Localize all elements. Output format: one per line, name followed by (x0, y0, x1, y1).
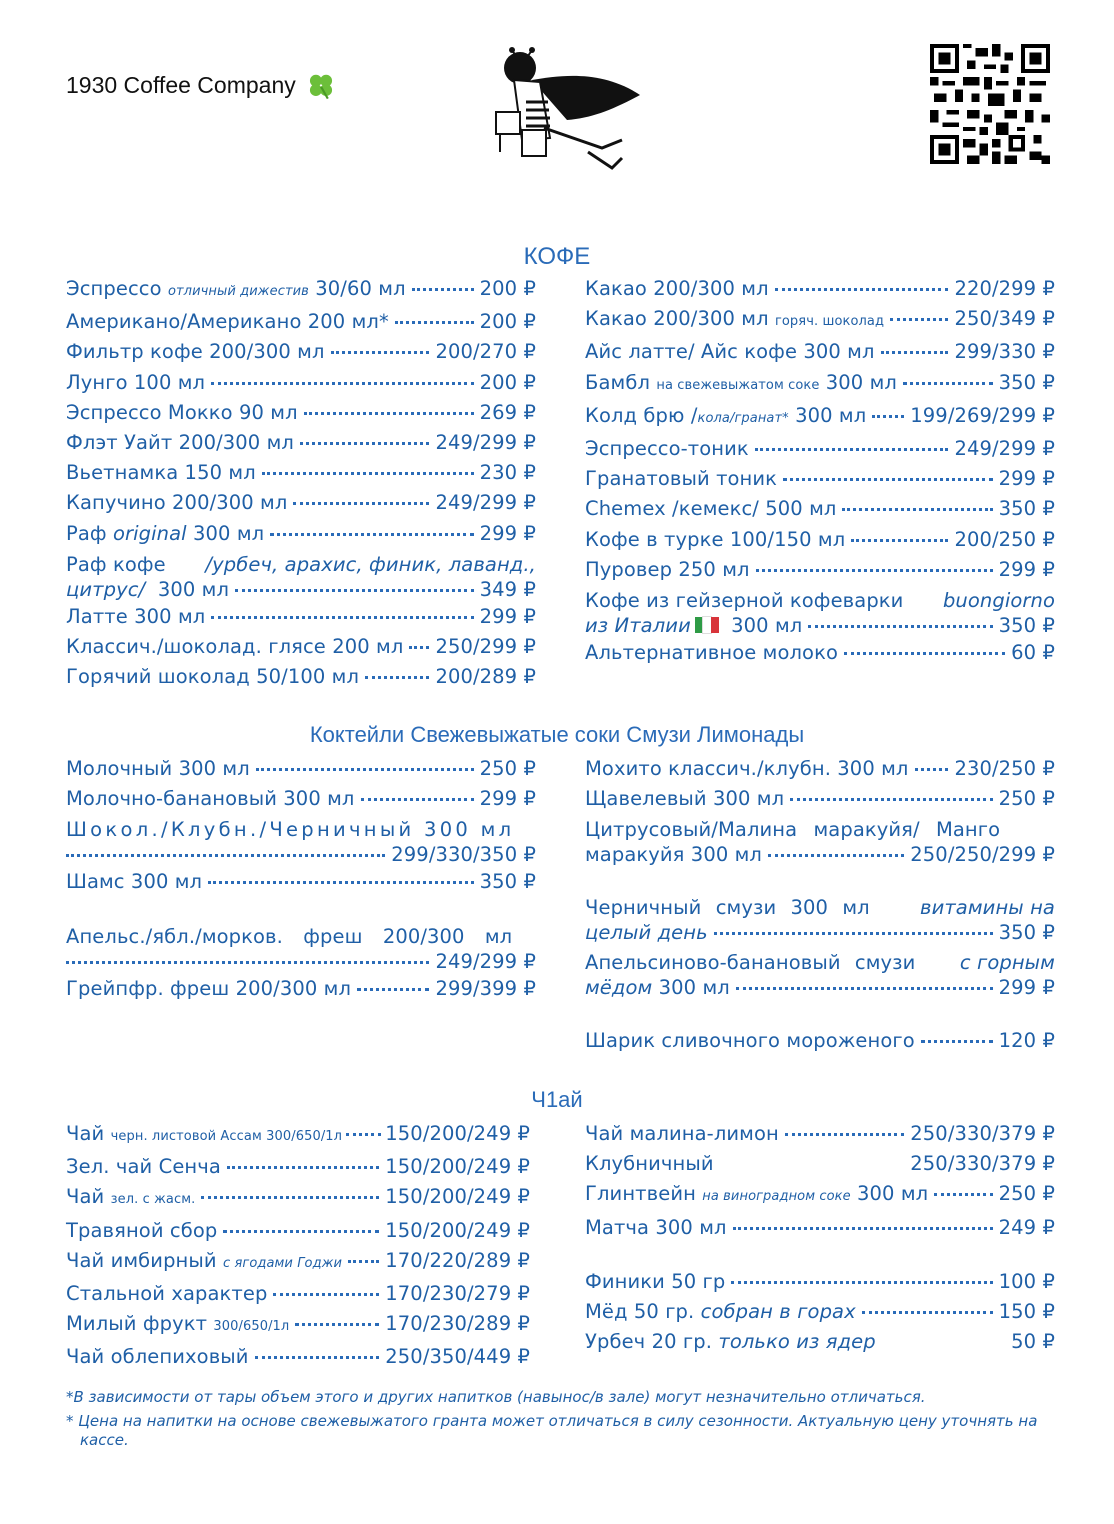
price: 299 ₽ (479, 787, 536, 811)
price: 299 ₽ (479, 604, 536, 628)
menu-item: Колд брю /кола/гранат* 300 мл 199/269/299 ₽ (585, 401, 1055, 434)
menu-item: Эспрессо Мокко 90 мл 269 ₽ (66, 398, 536, 428)
price: 350 ₽ (998, 497, 1055, 521)
price: 200 ₽ (479, 277, 536, 300)
price: 299/330 ₽ (954, 340, 1055, 364)
menu-item: Чай зел. с жасм. 150/200/249 ₽ (66, 1182, 530, 1215)
tea-right-column (585, 1119, 1055, 1357)
cocktails-left-column (66, 754, 536, 1004)
menu-item: Травяной сбор 150/200/249 ₽ (66, 1216, 530, 1246)
menu-item: Кофе в турке 100/150 мл 200/250 ₽ (585, 525, 1055, 555)
footnotes (66, 1388, 1056, 1455)
price: 150 ₽ (998, 1300, 1055, 1324)
menu-item: Урбеч 20 гр. только из ядер 50 ₽ (585, 1327, 1055, 1357)
menu-item: Шарик сливочного мороженого 120 ₽ (585, 1026, 1055, 1056)
menu-item: Chemex /кемекс/ 500 мл 350 ₽ (585, 494, 1055, 524)
menu-item: Зел. чай Сенча 150/200/249 ₽ (66, 1152, 530, 1182)
menu-item: Кофе из гейзерной кофеварки buongiorno из Италии 300 мл 350 ₽ (585, 589, 1055, 638)
menu-item: Гранатовый тоник 299 ₽ (585, 464, 1055, 494)
menu-item: Капучино 200/300 мл 249/299 ₽ (66, 488, 536, 518)
price: 120 ₽ (998, 1029, 1055, 1053)
section-title-tea: Ч1ай (531, 1087, 583, 1112)
price: 250/299 ₽ (435, 635, 536, 659)
mascot-illustration (492, 40, 642, 172)
price: 350 ₽ (998, 921, 1055, 945)
price: 60 ₽ (1011, 641, 1055, 665)
price: 170/230/279 ₽ (385, 1282, 530, 1306)
price: 350 ₽ (479, 870, 536, 894)
menu-item: Матча 300 мл 249 ₽ (585, 1213, 1055, 1243)
menu-item: Грейпфр. фреш 200/300 мл 299/399 ₽ (66, 974, 536, 1004)
menu-item: Финики 50 гр 100 ₽ (585, 1267, 1055, 1297)
menu-item: Молочный 300 мл 250 ₽ (66, 754, 536, 784)
price: 170/220/289 ₽ (385, 1248, 530, 1272)
price: 250/350/449 ₽ (385, 1345, 530, 1369)
brand (66, 68, 338, 102)
price: 299 ₽ (479, 521, 536, 545)
tea-left-column (66, 1119, 530, 1373)
menu-item: Эспрессо отличный дижестив 30/60 мл 200 ₽ (66, 274, 536, 307)
price: 250 ₽ (479, 757, 536, 780)
price: 299 ₽ (998, 976, 1055, 1000)
menu-item: Мёд 50 гр. собран в горах 150 ₽ (585, 1297, 1055, 1327)
menu-item: Лунго 100 мл 200 ₽ (66, 368, 536, 398)
price: 299/399 ₽ (435, 976, 536, 1000)
coffee-left-column (66, 274, 536, 692)
price: 200/289 ₽ (435, 665, 536, 689)
price: 150/200/249 ₽ (385, 1122, 530, 1145)
price: 200 ₽ (479, 310, 536, 334)
menu-item: Стальной характер 170/230/279 ₽ (66, 1279, 530, 1309)
menu-item: Раф original 300 мл 299 ₽ (66, 519, 536, 549)
qr-code[interactable] (930, 44, 1050, 164)
footnote: * Цена на напитки на основе свежевыжатого гранта может отличаться в силу сезонности. Актуальную цену уточнять на кассе. (66, 1412, 1038, 1449)
menu-item: Чай малина-лимон 250/330/379 ₽ (585, 1119, 1055, 1149)
menu-item: Молочно-банановый 300 мл 299 ₽ (66, 784, 536, 814)
menu-item: Эспрессо-тоник 249/299 ₽ (585, 434, 1055, 464)
price: 250/330/379 ₽ (910, 1122, 1055, 1145)
price: 349 ₽ (479, 577, 536, 601)
menu-item: Флэт Уайт 200/300 мл 249/299 ₽ (66, 428, 536, 458)
price: 249/299 ₽ (435, 431, 536, 455)
menu-item: Апельс./ябл./морков. фреш 200/300 мл 249/299 ₽ (66, 924, 536, 973)
menu-item: Апельсиново-банановый смузи с горным мёдом 300 мл 299 ₽ (585, 951, 1055, 1000)
price: 200 ₽ (479, 370, 536, 394)
menu-item: Какао 200/300 мл 220/299 ₽ (585, 274, 1055, 304)
menu-item: Милый фрукт 300/650/1л 170/230/289 ₽ (66, 1309, 530, 1342)
price: 230/250 ₽ (954, 757, 1055, 780)
menu-item: Клубничный 250/330/379 ₽ (585, 1149, 1055, 1179)
menu-item: Щавелевый 300 мл 250 ₽ (585, 784, 1055, 814)
italy-flag-icon (695, 614, 719, 630)
price: 199/269/299 ₽ (910, 403, 1055, 427)
menu-item: Раф кофе /урбеч, арахис, финик, лаванд., цитрус/ 300 мл 349 ₽ (66, 552, 536, 601)
price: 350 ₽ (998, 370, 1055, 394)
menu-item: Какао 200/300 мл горяч. шоколад 250/349 ₽ (585, 304, 1055, 337)
price: 150/200/249 ₽ (385, 1185, 530, 1209)
price: 150/200/249 ₽ (385, 1218, 530, 1242)
menu-item: Черничный смузи 300 мл витамины на целый день 350 ₽ (585, 896, 1055, 945)
menu-item: Пуровер 250 мл 299 ₽ (585, 555, 1055, 585)
price: 250/349 ₽ (954, 307, 1055, 331)
menu-item: Вьетнамка 150 мл 230 ₽ (66, 458, 536, 488)
menu-item: Бамбл на свежевыжатом соке 300 мл 350 ₽ (585, 368, 1055, 401)
price: 269 ₽ (479, 400, 536, 424)
menu-item: Классич./шоколад. глясе 200 мл 250/299 ₽ (66, 632, 536, 662)
menu-item: Глинтвейн на виноградном соке 300 мл 250 ₽ (585, 1179, 1055, 1212)
menu-item: Шамс 300 мл 350 ₽ (66, 867, 536, 897)
price: 299/330/350 ₽ (391, 843, 536, 867)
price: 249 ₽ (998, 1215, 1055, 1239)
price: 200/250 ₽ (954, 527, 1055, 551)
price: 249/299 ₽ (435, 491, 536, 515)
menu-item: Цитрусовый/Малина маракуйя/ Манго маракуйя 300 мл 250/250/299 ₽ (585, 818, 1055, 867)
price: 299 ₽ (998, 467, 1055, 491)
section-title-coffee: КОФЕ (523, 243, 591, 270)
price: 230 ₽ (479, 461, 536, 485)
footnote: *В зависимости от тары объем этого и других напитков (навынос/в зале) могут незначительно отличаться. (66, 1388, 926, 1406)
coffee-right-column (585, 274, 1055, 668)
price: 250 ₽ (998, 1182, 1055, 1206)
price: 299 ₽ (998, 557, 1055, 581)
price: 250/330/379 ₽ (910, 1152, 1055, 1176)
brand-name: 1930 Coffee Company (66, 71, 296, 98)
price: 250 ₽ (998, 787, 1055, 811)
menu-item: Чай черн. листовой Ассам 300/650/1л 150/200/249 ₽ (66, 1119, 530, 1152)
clover-icon (304, 68, 338, 102)
section-title-cocktails: Коктейли Свежевыжатые соки Смузи Лимонады (309, 722, 805, 747)
menu-item: Чай облепиховый 250/350/449 ₽ (66, 1342, 530, 1372)
price: 249/299 ₽ (954, 437, 1055, 461)
menu-item: Шокол./Клубн./Черничный 300 мл 299/330/350 ₽ (66, 818, 536, 867)
menu-item: Чай имбирный с ягодами Годжи 170/220/289 ₽ (66, 1246, 530, 1279)
price: 250/250/299 ₽ (910, 843, 1055, 867)
price: 150/200/249 ₽ (385, 1155, 530, 1179)
price: 170/230/289 ₽ (385, 1312, 530, 1336)
price: 249/299 ₽ (435, 949, 536, 973)
menu-item: Фильтр кофе 200/300 мл 200/270 ₽ (66, 337, 536, 367)
menu-item: Айс латте/ Айс кофе 300 мл 299/330 ₽ (585, 337, 1055, 367)
price: 350 ₽ (998, 614, 1055, 638)
menu-item: Американо/Американо 200 мл* 200 ₽ (66, 307, 536, 337)
menu-item: Мохито классич./клубн. 300 мл 230/250 ₽ (585, 754, 1055, 784)
price: 220/299 ₽ (954, 277, 1055, 300)
menu-item: Латте 300 мл 299 ₽ (66, 602, 536, 632)
price: 100 ₽ (998, 1269, 1055, 1293)
cocktails-right-column (585, 754, 1055, 1057)
price: 50 ₽ (1011, 1330, 1055, 1354)
price: 200/270 ₽ (435, 340, 536, 364)
menu-item: Альтернативное молоко 60 ₽ (585, 638, 1055, 668)
menu-item: Горячий шоколад 50/100 мл 200/289 ₽ (66, 662, 536, 692)
